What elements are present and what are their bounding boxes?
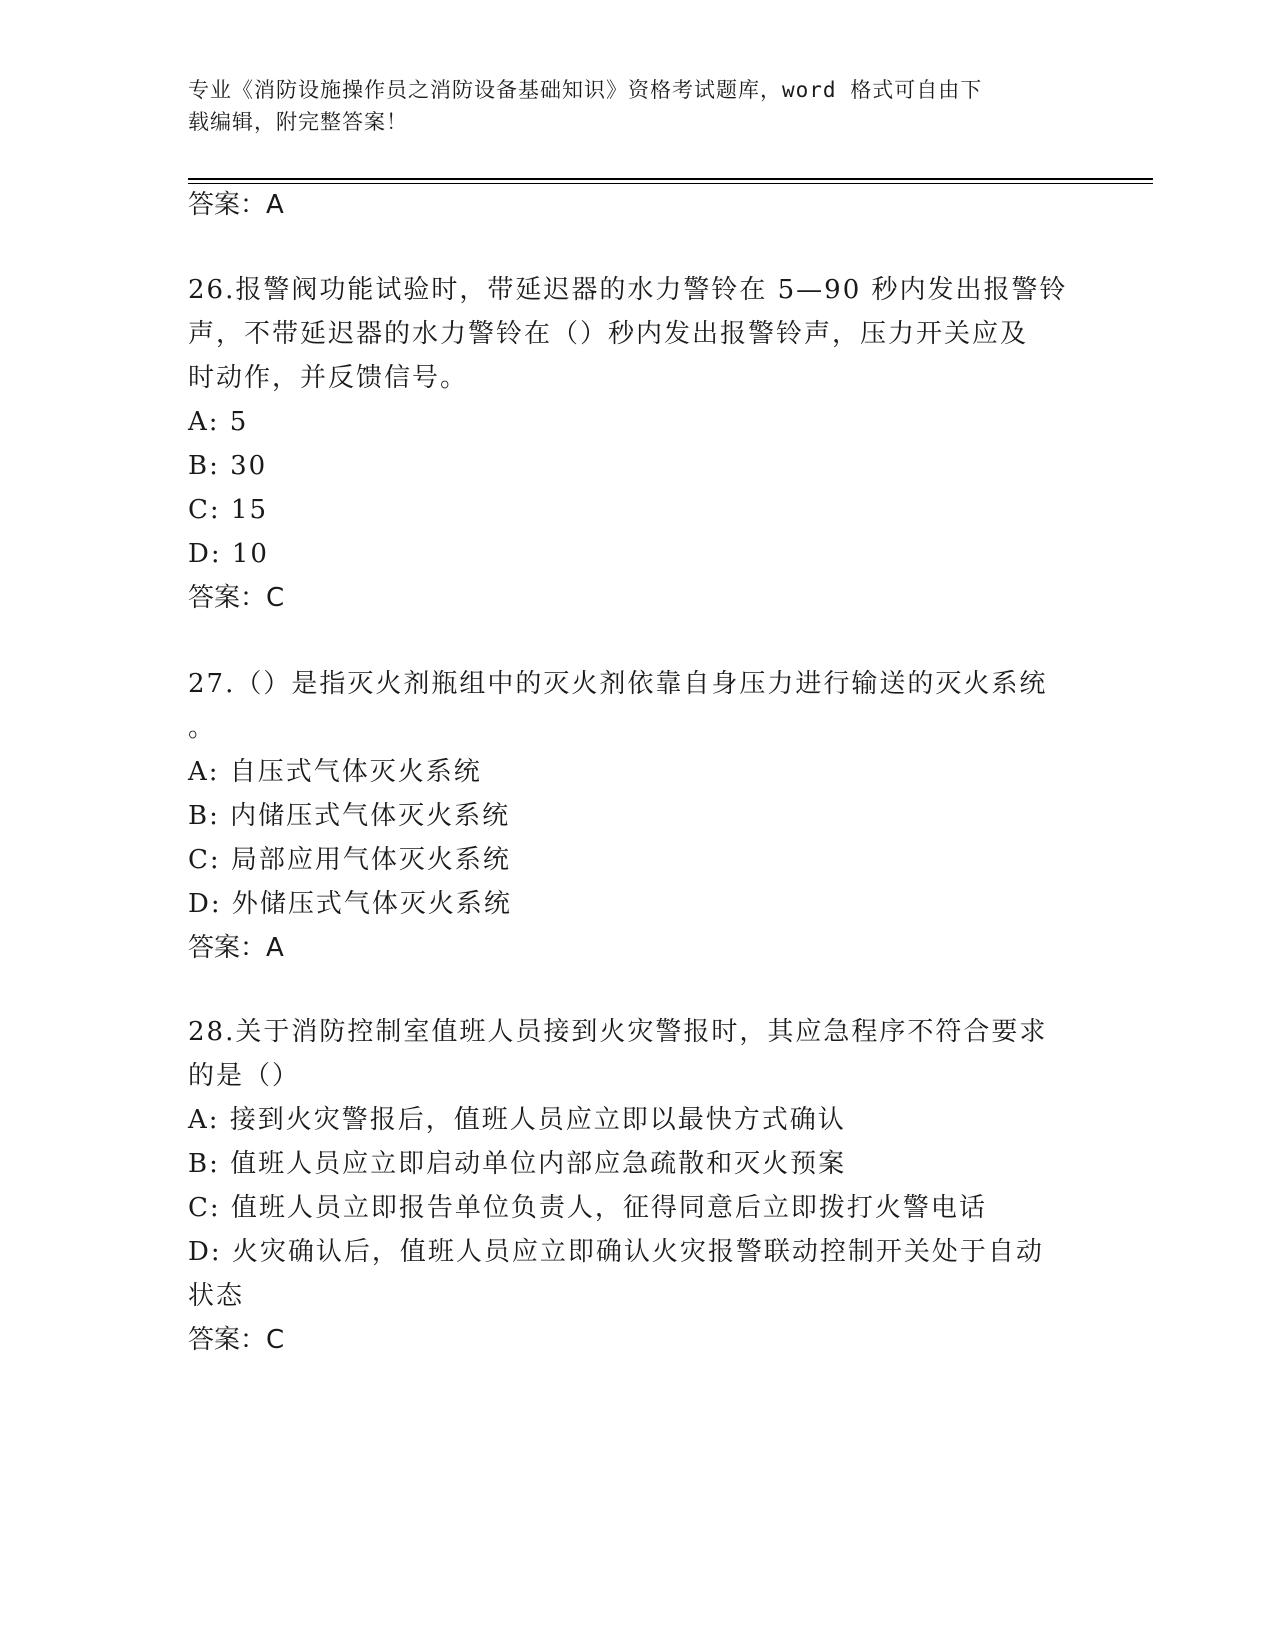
header-rule-thin [188,183,1153,184]
option-b: B: 30 [188,451,268,481]
option-d: D: 火灾确认后，值班人员应立即确认火灾报警联动控制开关处于自动 [188,1237,1044,1267]
option-d: D: 10 [188,539,269,569]
option-b: B: 内储压式气体灭火系统 [188,801,511,831]
question-stem-line: 26.报警阀功能试验时，带延迟器的水力警铃在 5—90 秒内发出报警铃 [188,275,1068,305]
option-a: A: 接到火灾警报后，值班人员应立即以最快方式确认 [188,1105,846,1135]
question-stem-line: 声，不带延迟器的水力警铃在（）秒内发出报警铃声，压力开关应及 [188,319,1029,349]
answer-line: 答案：C [188,583,285,613]
option-d: D: 外储压式气体灭火系统 [188,889,512,919]
question-stem-line: 27.（）是指灭火剂瓶组中的灭火剂依靠自身压力进行输送的灭火系统 [188,669,1048,699]
answer-line: 答案：A [188,933,284,963]
option-d-continued: 状态 [188,1281,245,1311]
option-c: C: 15 [188,495,269,525]
question-stem-line: 的是（） [188,1061,301,1091]
page-header [188,74,1068,138]
question-stem-line: 。 [188,713,217,743]
option-a: A: 自压式气体灭火系统 [188,757,482,787]
option-b: B: 值班人员应立即启动单位内部应急疏散和灭火预案 [188,1149,847,1179]
option-c: C: 局部应用气体灭火系统 [188,845,511,875]
option-c: C: 值班人员立即报告单位负责人，征得同意后立即拨打火警电话 [188,1193,987,1223]
answer-line: 答案：C [188,1325,285,1355]
question-stem-line: 时动作，并反馈信号。 [188,363,469,393]
header-line-2: 载编辑，附完整答案！ [188,110,408,134]
question-stem-line: 28.关于消防控制室值班人员接到火灾警报时，其应急程序不符合要求 [188,1017,1048,1047]
previous-answer: 答案：A [188,190,284,220]
option-a: A: 5 [188,407,249,437]
header-line-1: 专业《消防设施操作员之消防设备基础知识》资格考试题库，word 格式可自由下 [188,78,983,102]
header-rule-thick [188,178,1153,180]
